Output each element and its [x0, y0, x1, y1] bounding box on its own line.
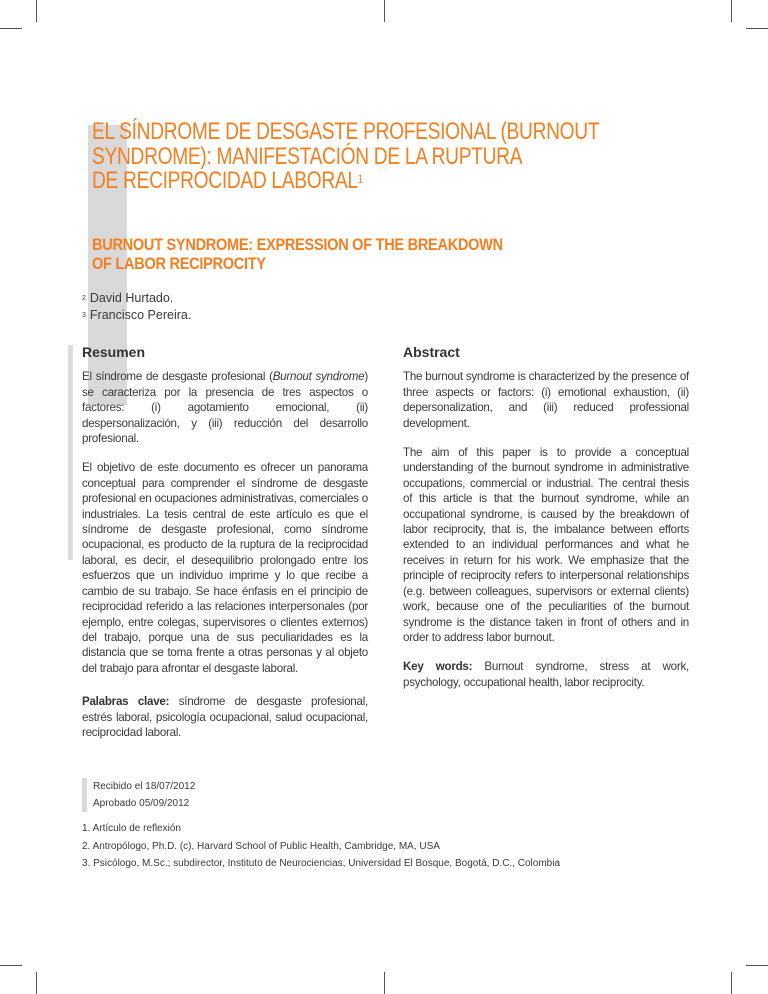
author: [82, 307, 191, 324]
title-line: [92, 169, 684, 194]
text: ) se caracteriza por la presencia de tres aspectos o factores: (i) agotamiento emocional, (ii) despersonalización, y (iii) reducción del desarrollo profesional.: [82, 370, 368, 446]
footnote: 1. Artículo de reflexión: [82, 823, 181, 834]
abstract-paragraph: The burnout syndrome is characterized by the presence of three aspects or factors: (i) emotional exhaustion, (ii) depersonalization, and (iii) reduced professional development.: [403, 370, 689, 430]
article-subtitle: [92, 236, 655, 274]
footnote-ref: 1: [357, 172, 363, 186]
resumen-paragraph: [82, 369, 368, 446]
emphasis: Burnout syndrome: [272, 370, 365, 384]
crop-mark: [384, 972, 385, 994]
crop-mark: [0, 28, 22, 29]
author: [82, 290, 191, 307]
footnote: 2. Antropólogo, Ph.D. (c), Harvard School of Public Health, Cambridge, MA, USA: [82, 840, 440, 852]
crop-mark: [0, 965, 22, 966]
article-dates: [82, 778, 195, 812]
abstract-section: [403, 345, 689, 704]
article-title: [92, 120, 684, 194]
author-name: David Hurtado.: [89, 291, 174, 305]
keywords-es: [82, 694, 368, 740]
received-date: Recibido el 18/07/2012: [82, 778, 195, 795]
footnote-ref: 2: [82, 295, 86, 302]
subtitle-line: OF LABOR RECIPROCITY: [92, 255, 266, 273]
crop-mark: [731, 972, 732, 994]
abstract-paragraph: The aim of this paper is to provide a conceptual understanding of the burnout syndrome in administrative occupations, commercial or industrial. The central thesis of this article is that the burnout syndrome, while an occupational syndrome, is caused by the breakdown of labor reciprocity, that is, the imbalance between efforts extended to an individual performances and what he receives in return for his work. We emphasize that the principle of reciprocity refers to interpersonal relationships (e.g. between colleagues, supervisors or external clients) work, because one of the peculiarities of the burnout syndrome is the distance taken in front of others and in order to address labor burnout.: [403, 446, 689, 644]
footnotes: [82, 820, 560, 873]
title-line: SYNDROME): MANIFESTACIÓN DE LA RUPTURA: [92, 142, 523, 170]
crop-mark: [36, 972, 37, 994]
crop-mark: [746, 28, 768, 29]
resumen-heading: Resumen: [82, 344, 146, 360]
title-line-text: DE RECIPROCIDAD LABORAL: [92, 167, 358, 194]
keywords-text: síndrome de desgaste profesional, estrés laboral, psicología ocupacional, salud ocupacional, reciprocidad laboral.: [82, 695, 368, 739]
resumen-paragraph: El objetivo de este documento es ofrecer un panorama conceptual para comprender el síndrome de desgaste profesional en ocupaciones administrativas, comerciales o industriales. La tesis central de este artículo es que el síndrome de desgaste profesional, como síndrome ocupacional, es producto de la ruptura de la reciprocidad laboral, es decir, el desequilibrio prolongado entre los esfuerzos que un individuo imprime y lo que recibe a cambio de su trabajo. Se hace énfasis en el principio de reciprocidad referido a las relaciones interpersonales (por ejemplo, entre colegas, supervisores o clientes externos) del trabajo, porque una de sus peculiaridades es la distancia que se toma frente a otras personas y al objeto del trabajo para afrontar el desgaste laboral.: [82, 461, 368, 675]
subtitle-line: BURNOUT SYNDROME: EXPRESSION OF THE BREAKDOWN: [92, 236, 503, 254]
author-name: Francisco Pereira.: [89, 308, 192, 322]
keywords-label: Key words:: [403, 660, 473, 674]
abstract-heading: Abstract: [403, 344, 460, 360]
footnote-ref: 3: [82, 312, 86, 319]
title-line: EL SÍNDROME DE DESGASTE PROFESIONAL (BURNOUT: [92, 118, 600, 145]
keywords-text: Burnout syndrome, stress at work, psychology, occupational health, labor reciprocity.: [403, 660, 689, 689]
keywords-en: [403, 659, 689, 690]
crop-mark: [731, 0, 732, 22]
author-list: [82, 290, 191, 324]
crop-mark: [384, 0, 385, 22]
approved-date: Aprobado 05/09/2012: [82, 795, 195, 812]
decorative-side-bar: [68, 345, 73, 560]
crop-mark: [36, 0, 37, 22]
resumen-section: [82, 345, 368, 754]
crop-mark: [746, 965, 768, 966]
text: El síndrome de desgaste profesional (: [82, 370, 273, 384]
footnote: 3. Psicólogo, M.Sc.; subdirector, Instituto de Neurociencias, Universidad El Bosque, Bogotá, D.C., Colombia: [82, 858, 561, 869]
keywords-label: Palabras clave:: [82, 695, 170, 709]
